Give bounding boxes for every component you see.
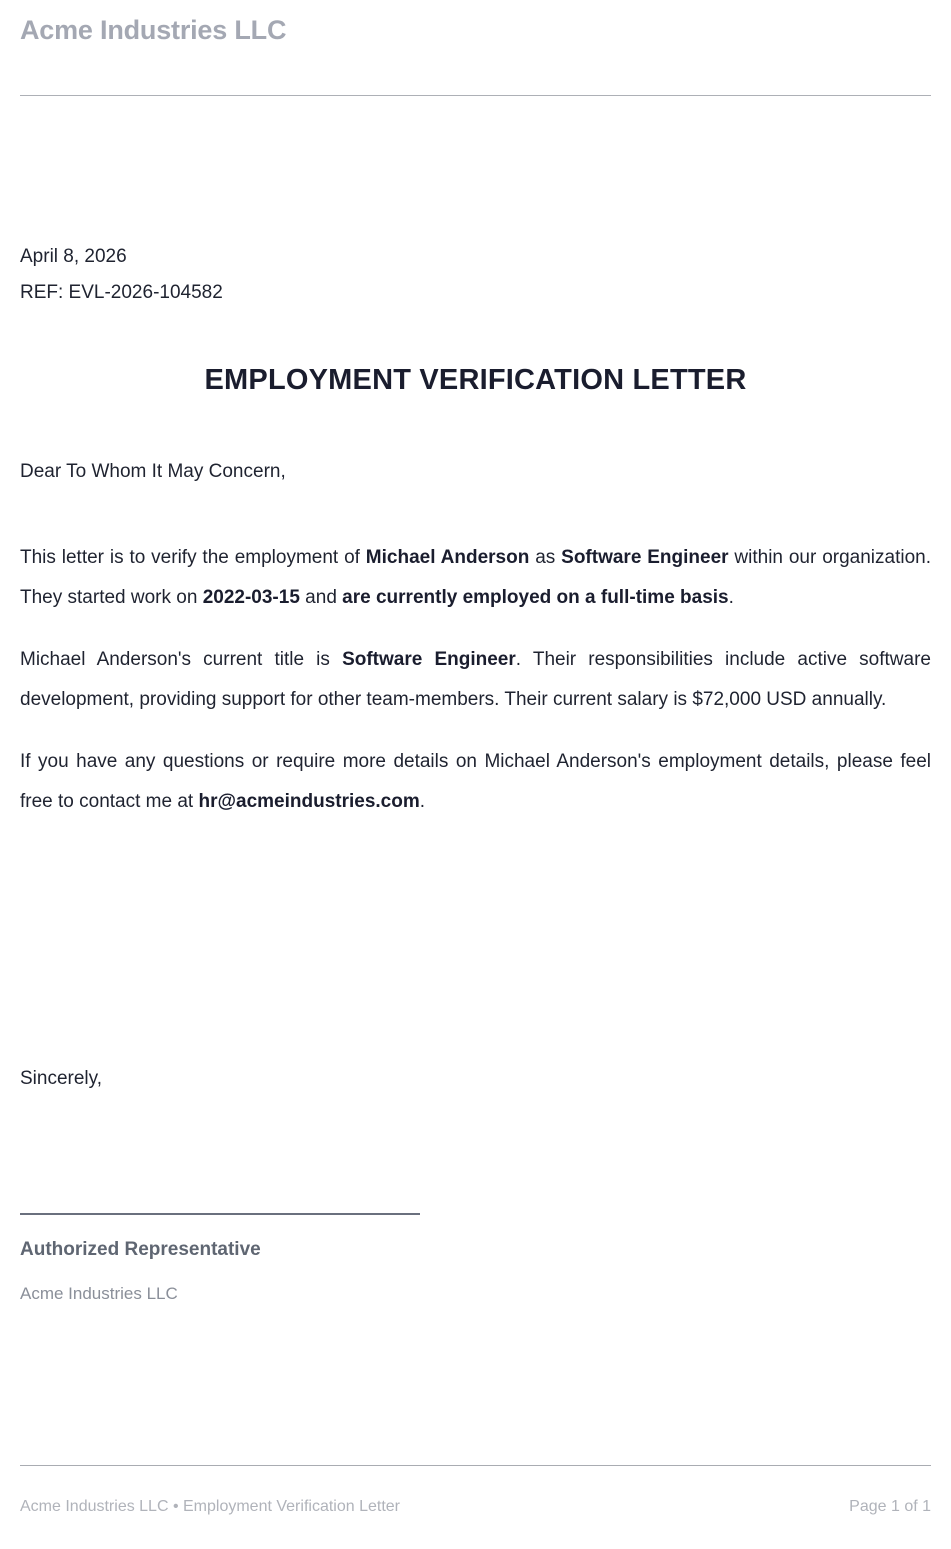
letter-date: April 8, 2026 xyxy=(20,246,127,267)
signature-line xyxy=(20,1213,420,1215)
p1-text-3: within our organization. They started work on xyxy=(20,547,931,608)
document-header xyxy=(20,14,931,48)
header-company-name: Acme Industries LLC xyxy=(20,15,287,45)
letter-meta xyxy=(20,239,520,311)
header-divider xyxy=(20,95,931,96)
letter-reference: REF: EVL-2026-104582 xyxy=(20,282,223,303)
signature-block xyxy=(20,1065,540,1306)
employee-job-title: Software Engineer xyxy=(561,547,729,568)
closing-salutation: Sincerely, xyxy=(20,1068,103,1089)
p2-text-1: Michael Anderson's current title is xyxy=(20,649,343,670)
salutation: Dear To Whom It May Concern, xyxy=(20,461,286,482)
signer-title: Authorized Representative xyxy=(20,1239,261,1260)
footer-divider xyxy=(20,1465,931,1466)
paragraph-role-responsibilities xyxy=(20,640,931,720)
p1-text-2: as xyxy=(529,547,562,568)
footer-page-number: Page 1 of 1 xyxy=(849,1498,931,1515)
paragraph-contact xyxy=(20,742,931,822)
page-title: EMPLOYMENT VERIFICATION LETTER xyxy=(204,364,747,396)
p1-text-4: and xyxy=(299,587,343,608)
p3-text-2: . xyxy=(419,791,426,812)
contact-email: hr@acmeindustries.com xyxy=(198,791,420,812)
current-job-title: Software Engineer xyxy=(342,649,516,670)
footer-left-text: Acme Industries LLC • Employment Verification Letter xyxy=(20,1498,400,1515)
p2-text-2: . Their responsibilities include active software development, providing support for other team-members. Their current salary is $72,000 USD annually. xyxy=(20,649,931,710)
employment-status: are currently employed on a full-time basis xyxy=(342,587,729,608)
document-footer xyxy=(20,1496,931,1518)
paragraph-employment-verification xyxy=(20,538,931,618)
p3-text-1: If you have any questions or require more details on Michael Anderson's employment details, please feel free to contact me at xyxy=(20,751,931,812)
employee-name: Michael Anderson xyxy=(365,547,530,568)
employment-start-date: 2022-03-15 xyxy=(202,587,300,608)
p1-text-5: . xyxy=(728,587,734,608)
signature-organization: Acme Industries LLC xyxy=(20,1284,178,1303)
letter-body xyxy=(20,458,931,822)
p1-text-1: This letter is to verify the employment of xyxy=(20,547,366,568)
